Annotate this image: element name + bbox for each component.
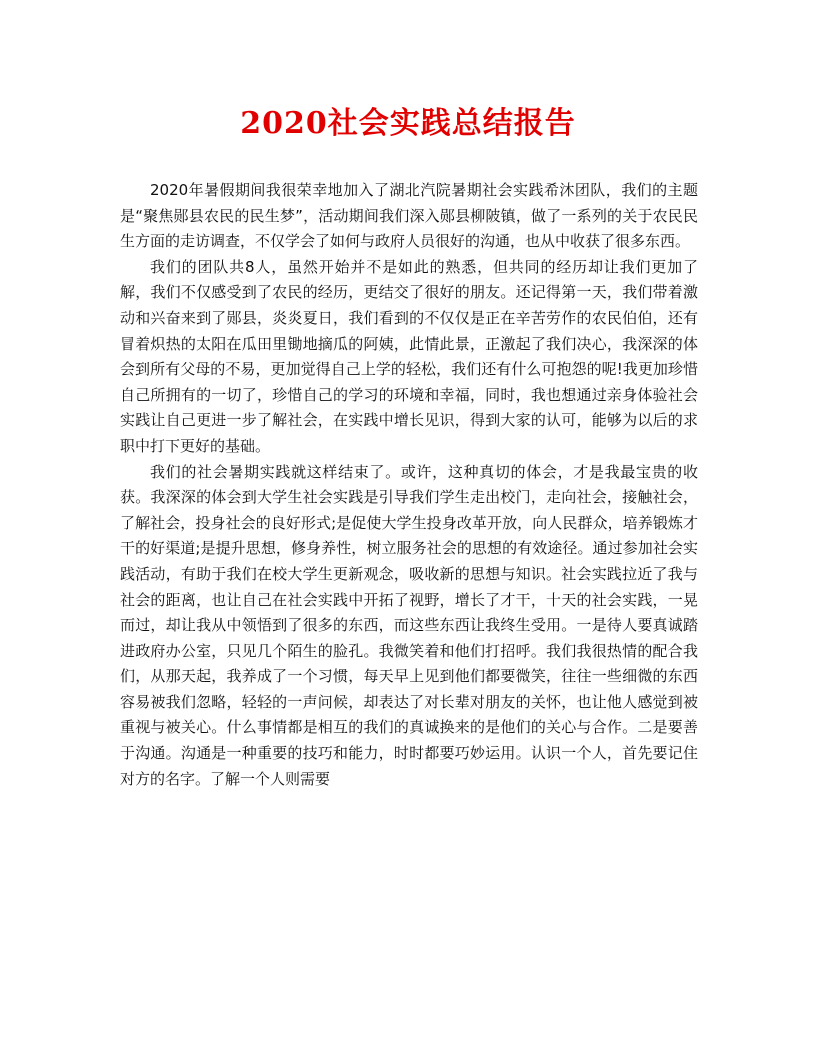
- document-title: 2020社会实践总结报告: [240, 106, 576, 141]
- paragraph-2: 我们的团队共8人，虽然开始并不是如此的熟悉，但共同的经历却让我们更加了解，我们不仅感受到了农民的经历，更结交了很好的朋友。还记得第一天，我们带着激动和兴奋来到了郧县，炎炎夏日，我们看到的不仅仅是正在辛苦劳作的农民伯伯，还有冒着炽热的太阳在瓜田里锄地摘瓜的阿姨，此情此景，正激起了我们决心，我深深的体会到所有父母的不易，更加觉得自己上学的轻松，我们还有什么可抱怨的呢!我更加珍惜自己所拥有的一切了，珍惜自己的学习的环境和幸福，同时，我也想通过亲身体验社会实践让自己更进一步了解社会，在实践中增长见识，得到大家的认可，能够为以后的求职中打下更好的基础。: [120, 257, 698, 455]
- paragraph-3: 我们的社会暑期实践就这样结束了。或许，这种真切的体会，才是我最宝贵的收获。我深深的体会到大学生社会实践是引导我们学生走出校门，走向社会，接触社会，了解社会，投身社会的良好形式;是促使大学生投身改革开放，向人民群众，培养锻炼才干的好渠道;是提升思想，修身养性，树立服务社会的思想的有效途径。通过参加社会实践活动，有助于我们在校大学生更新观念，吸收新的思想与知识。社会实践拉近了我与社会的距离，也让自己在社会实践中开拓了视野，增长了才干，十天的社会实践，一晃而过，却让我从中领悟到了很多的东西，而这些东西让我终生受用。一是待人要真诚踏进政府办公室，只见几个陌生的脸孔。我微笑着和他们打招呼。我们我很热情的配合我们，从那天起，我养成了一个习惯，每天早上见到他们都要微笑，往往一些细微的东西容易被我们忽略，轻轻的一声问候，却表达了对长辈对朋友的关怀，也让他人感觉到被重视与被关心。什么事情都是相互的我们的真诚换来的是他们的关心与合作。二是要善于沟通。沟通是一种重要的技巧和能力，时时都要巧妙运用。认识一个人，首先要记住对方的名字。了解一个人则需要: [120, 462, 698, 788]
- paragraph-1: 2020年暑假期间我很荣幸地加入了湖北汽院暑期社会实践希沐团队，我们的主题是“聚焦郧县农民的民生梦”，活动期间我们深入郧县柳陂镇，做了一系列的关于农民民生方面的走访调查，不仅学会了如何与政府人员很好的沟通，也从中收获了很多东西。: [120, 181, 698, 251]
- document-body: [120, 178, 698, 792]
